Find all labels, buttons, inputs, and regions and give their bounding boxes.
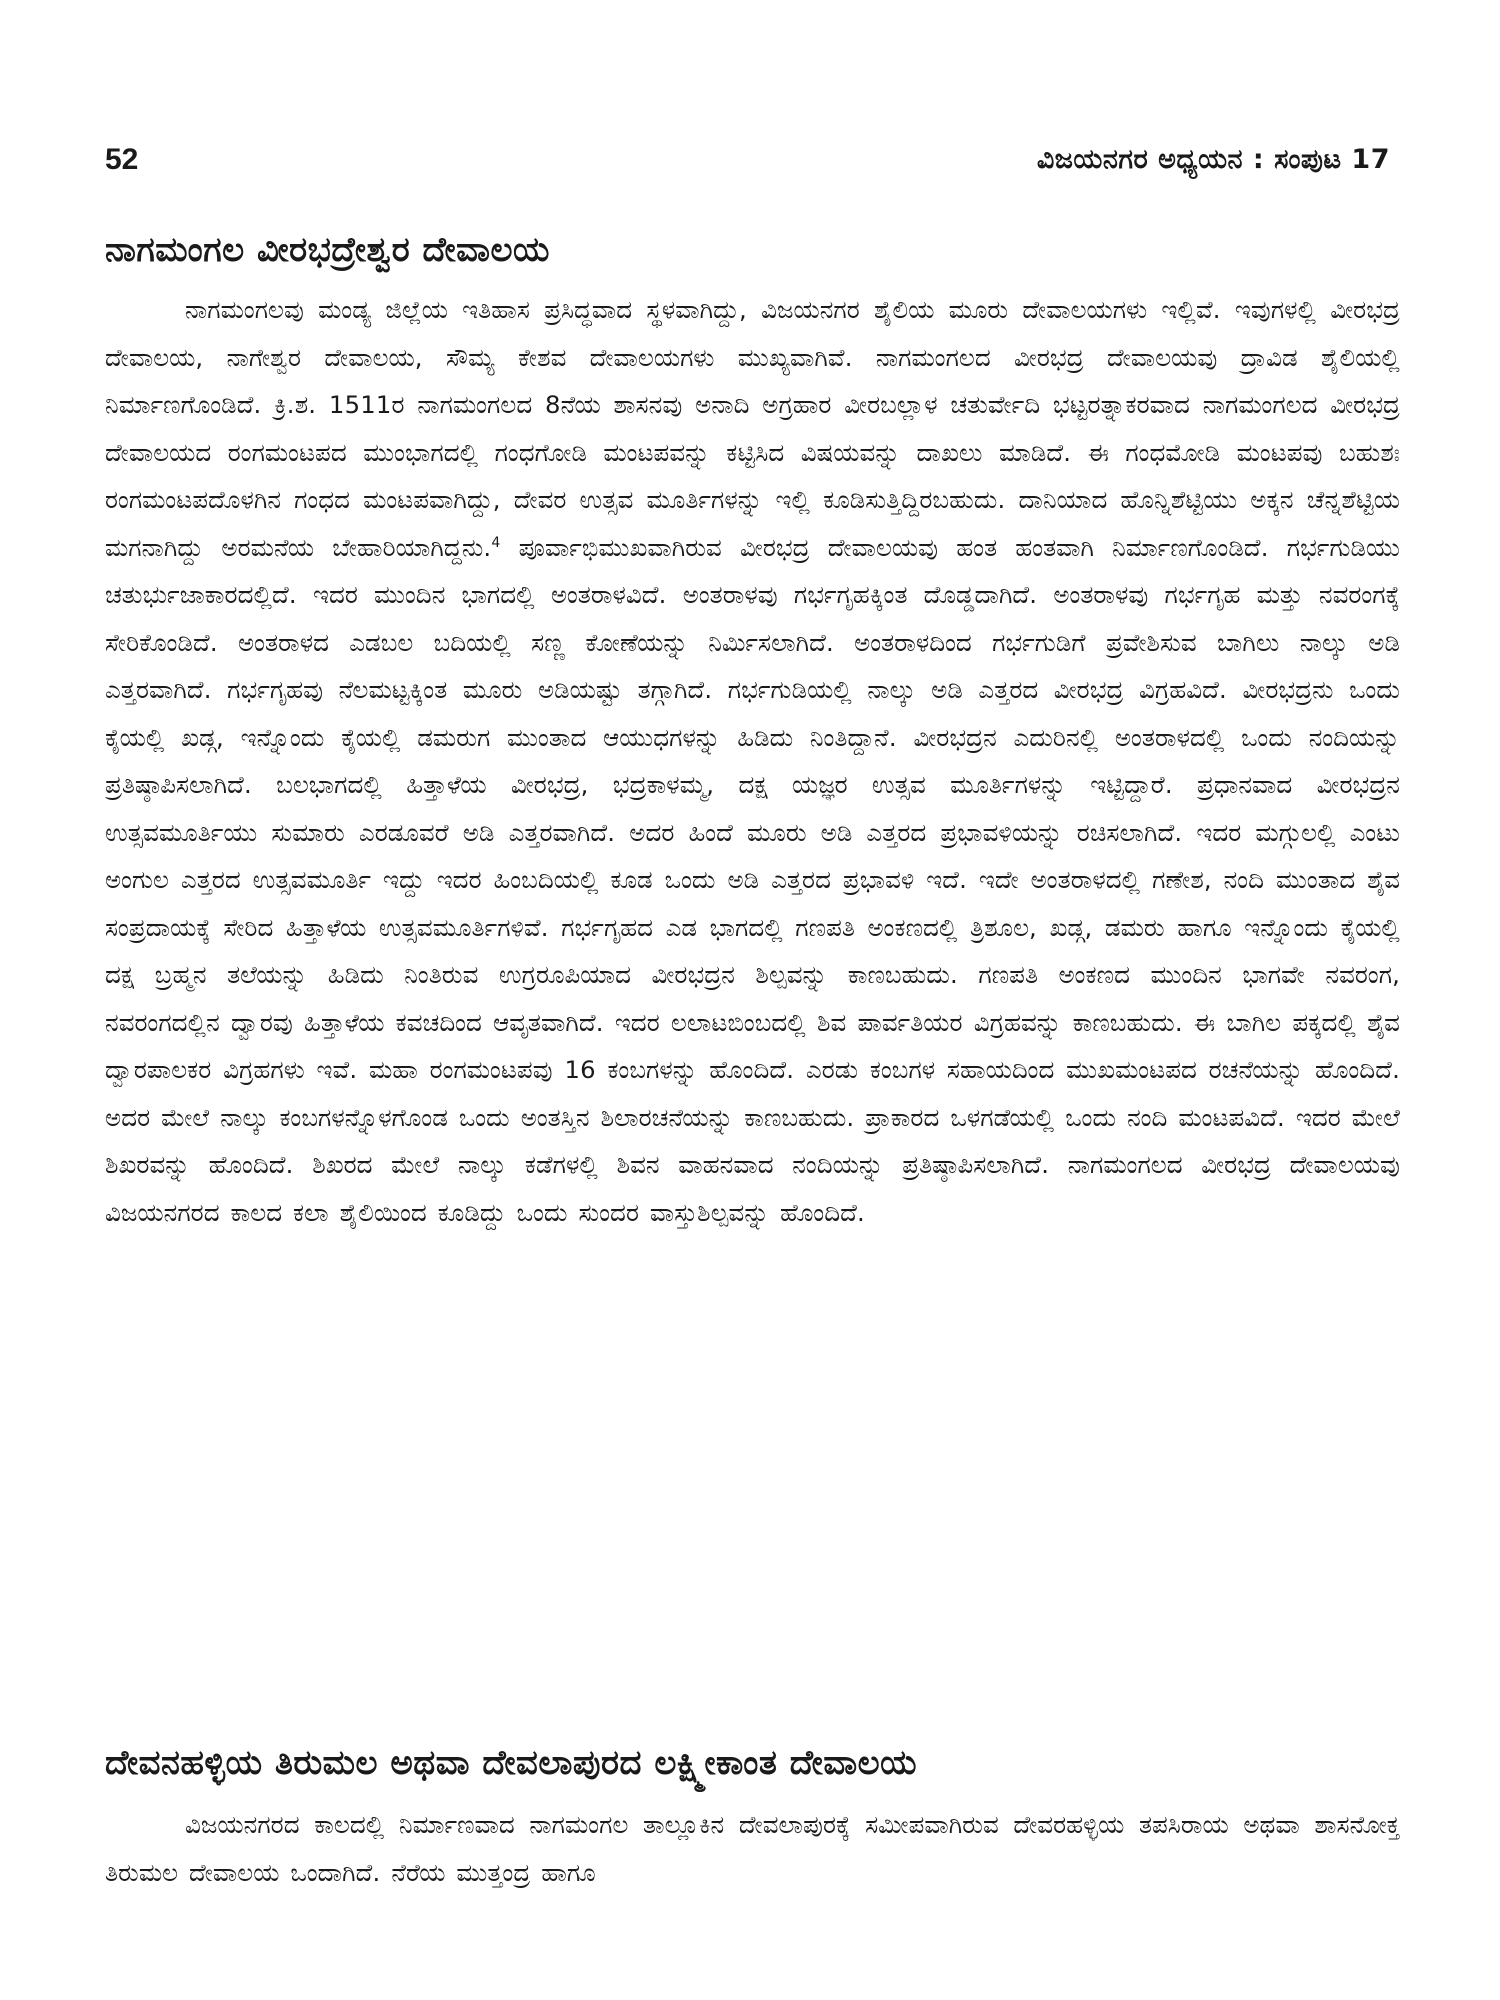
- section-heading: ನಾಗಮಂಗಲ ವೀರಭದ್ರೇಶ್ವರ ದೇವಾಲಯ: [105, 230, 550, 270]
- body-paragraph: [105, 286, 1400, 1236]
- journal-title: ವಿಜಯನಗರ ಅಧ್ಯಯನ : ಸಂಪುಟ 17: [1036, 144, 1390, 175]
- paragraph-text-part-2: ಪೂರ್ವಾಭಿಮುಖವಾಗಿರುವ ವೀರಭದ್ರ ದೇವಾಲಯವು ಹಂತ ಹಂತವಾಗಿ ನಿರ್ಮಾಣಗೊಂಡಿದೆ. ಗರ್ಭಗುಡಿಯು ಚತುರ್ಭುಜಾಕಾರದಲ್ಲಿದೆ. ಇದರ ಮುಂದಿನ ಭಾಗದಲ್ಲಿ ಅಂತರಾಳವಿದೆ. ಅಂತರಾಳವು ಗರ್ಭಗೃಹಕ್ಕಿಂತ ದೊಡ್ಡದಾಗಿದೆ. ಅಂತರಾಳವು ಗರ್ಭಗೃಹ ಮತ್ತು ನವರಂಗಕ್ಕೆ ಸೇರಿಕೊಂಡಿದೆ. ಅಂತರಾಳದ ಎಡಬಲ ಬದಿಯಲ್ಲಿ ಸಣ್ಣ ಕೋಣೆಯನ್ನು ನಿರ್ಮಿಸಲಾಗಿದೆ. ಅಂತರಾಳದಿಂದ ಗರ್ಭಗುಡಿಗೆ ಪ್ರವೇಶಿಸುವ ಬಾಗಿಲು ನಾಲ್ಕು ಅಡಿ ಎತ್ತರವಾಗಿದೆ. ಗರ್ಭಗೃಹವು ನೆಲಮಟ್ಟಕ್ಕಿಂತ ಮೂರು ಅಡಿಯಷ್ಟು ತಗ್ಗಾಗಿದೆ. ಗರ್ಭಗುಡಿಯಲ್ಲಿ ನಾಲ್ಕು ಅಡಿ ಎತ್ತರದ ವೀರಭದ್ರ ವಿಗ್ರಹವಿದೆ. ವೀರಭದ್ರನು ಒಂದು ಕೈಯಲ್ಲಿ ಖಡ್ಗ, ಇನ್ನೊಂದು ಕೈಯಲ್ಲಿ ಡಮರುಗ ಮುಂತಾದ ಆಯುಧಗಳನ್ನು ಹಿಡಿದು ನಿಂತಿದ್ದಾನೆ. ವೀರಭದ್ರನ ಎದುರಿನಲ್ಲಿ ಅಂತರಾಳದಲ್ಲಿ ಒಂದು ನಂದಿಯನ್ನು ಪ್ರತಿಷ್ಠಾಪಿಸಲಾಗಿದೆ. ಬಲಭಾಗದಲ್ಲಿ ಹಿತ್ತಾಳೆಯ ವೀರಭದ್ರ, ಭದ್ರಕಾಳಮ್ಮ, ದಕ್ಷ ಯಜ್ಞರ ಉತ್ಸವ ಮೂರ್ತಿಗಳನ್ನು ಇಟ್ಟಿದ್ದಾರೆ. ಪ್ರಧಾನವಾದ ವೀರಭದ್ರನ ಉತ್ಸವಮೂರ್ತಿಯು ಸುಮಾರು ಎರಡೂವರೆ ಅಡಿ ಎತ್ತರವಾಗಿದೆ. ಅದರ ಹಿಂದೆ ಮೂರು ಅಡಿ ಎತ್ತರದ ಪ್ರಭಾವಳಿಯನ್ನು ರಚಿಸಲಾಗಿದೆ. ಇದರ ಮಗ್ಗುಲಲ್ಲಿ ಎಂಟು ಅಂಗುಲ ಎತ್ತರದ ಉತ್ಸವಮೂರ್ತಿ ಇದ್ದು ಇದರ ಹಿಂಬದಿಯಲ್ಲಿ ಕೂಡ ಒಂದು ಅಡಿ ಎತ್ತರದ ಪ್ರಭಾವಳಿ ಇದೆ. ಇದೇ ಅಂತರಾಳದಲ್ಲಿ ಗಣೇಶ, ನಂದಿ ಮುಂತಾದ ಶೈವ ಸಂಪ್ರದಾಯಕ್ಕೆ ಸೇರಿದ ಹಿತ್ತಾಳೆಯ ಉತ್ಸವಮೂರ್ತಿಗಳಿವೆ. ಗರ್ಭಗೃಹದ ಎಡ ಭಾಗದಲ್ಲಿ ಗಣಪತಿ ಅಂಕಣದಲ್ಲಿ ತ್ರಿಶೂಲ, ಖಡ್ಗ, ಡಮರು ಹಾಗೂ ಇನ್ನೊಂದು ಕೈಯಲ್ಲಿ ದಕ್ಷ ಬ್ರಹ್ಮನ ತಲೆಯನ್ನು ಹಿಡಿದು ನಿಂತಿರುವ ಉಗ್ರರೂಪಿಯಾದ ವೀರಭದ್ರನ ಶಿಲ್ಪವನ್ನು ಕಾಣಬಹುದು. ಗಣಪತಿ ಅಂಕಣದ ಮುಂದಿನ ಭಾಗವೇ ನವರಂಗ, ನವರಂಗದಲ್ಲಿನ ದ್ವಾರವು ಹಿತ್ತಾಳೆಯ ಕವಚದಿಂದ ಆವೃತವಾಗಿದೆ. ಇದರ ಲಲಾಟಬಿಂಬದಲ್ಲಿ ಶಿವ ಪಾರ್ವತಿಯರ ವಿಗ್ರಹವನ್ನು ಕಾಣಬಹುದು. ಈ ಬಾಗಿಲ ಪಕ್ಕದಲ್ಲಿ ಶೈವ ದ್ವಾರಪಾಲಕರ ವಿಗ್ರಹಗಳು ಇವೆ. ಮಹಾ ರಂಗಮಂಟಪವು 16 ಕಂಬಗಳನ್ನು ಹೊಂದಿದೆ. ಎರಡು ಕಂಬಗಳ ಸಹಾಯದಿಂದ ಮುಖಮಂಟಪದ ರಚನೆಯನ್ನು ಹೊಂದಿದೆ. ಅದರ ಮೇಲೆ ನಾಲ್ಕು ಕಂಬಗಳನ್ನೊಳಗೊಂಡ ಒಂದು ಅಂತಸ್ತಿನ ಶಿಲಾರಚನೆಯನ್ನು ಕಾಣಬಹುದು. ಪ್ರಾಕಾರದ ಒಳಗಡೆಯಲ್ಲಿ ಒಂದು ನಂದಿ ಮಂಟಪವಿದೆ. ಇದರ ಮೇಲೆ ಶಿಖರವನ್ನು ಹೊಂದಿದೆ. ಶಿಖರದ ಮೇಲೆ ನಾಲ್ಕು ಕಡೆಗಳಲ್ಲಿ ಶಿವನ ವಾಹನವಾದ ನಂದಿಯನ್ನು ಪ್ರತಿಷ್ಠಾಪಿಸಲಾಗಿದೆ. ನಾಗಮಂಗಲದ ವೀರಭದ್ರ ದೇವಾಲಯವು ವಿಜಯನಗರದ ಕಾಲದ ಕಲಾ ಶೈಲಿಯಿಂದ ಕೂಡಿದ್ದು ಒಂದು ಸುಂದರ ವಾಸ್ತುಶಿಲ್ಪವನ್ನು ಹೊಂದಿದೆ.: [105, 532, 1400, 1227]
- body-paragraph: ವಿಜಯನಗರದ ಕಾಲದಲ್ಲಿ ನಿರ್ಮಾಣವಾದ ನಾಗಮಂಗಲ ತಾಲ್ಲೂಕಿನ ದೇವಲಾಪುರಕ್ಕೆ ಸಮೀಪವಾಗಿರುವ ದೇವರಹಳ್ಳಿಯ ತಪಸಿರಾಯ ಅಥವಾ ಶಾಸನೋಕ್ತ ತಿರುಮಲ ದೇವಾಲಯ ಒಂದಾಗಿದೆ. ನೆರೆಯ ಮುತ್ತಂದ್ರ ಹಾಗೂ: [105, 1810, 1400, 1887]
- paragraph-text-part-1: ನಾಗಮಂಗಲವು ಮಂಡ್ಯ ಜಿಲ್ಲೆಯ ಇತಿಹಾಸ ಪ್ರಸಿದ್ಧವಾದ ಸ್ಥಳವಾಗಿದ್ದು, ವಿಜಯನಗರ ಶೈಲಿಯ ಮೂರು ದೇವಾಲಯಗಳು ಇಲ್ಲಿವೆ. ಇವುಗಳಲ್ಲಿ ವೀರಭದ್ರ ದೇವಾಲಯ, ನಾಗೇಶ್ವರ ದೇವಾಲಯ, ಸೌಮ್ಯ ಕೇಶವ ದೇವಾಲಯಗಳು ಮುಖ್ಯವಾಗಿವೆ. ನಾಗಮಂಗಲದ ವೀರಭದ್ರ ದೇವಾಲಯವು ದ್ರಾವಿಡ ಶೈಲಿಯಲ್ಲಿ ನಿರ್ಮಾಣಗೊಂಡಿದೆ. ಕ್ರಿ.ಶ. 1511ರ ನಾಗಮಂಗಲದ 8ನೆಯ ಶಾಸನವು ಅನಾದಿ ಅಗ್ರಹಾರ ವೀರಬಲ್ಲಾಳ ಚತುರ್ವೇದಿ ಭಟ್ಟರತ್ನಾಕರವಾದ ನಾಗಮಂಗಲದ ವೀರಭದ್ರ ದೇವಾಲಯದ ರಂಗಮಂಟಪದ ಮುಂಭಾಗದಲ್ಲಿ ಗಂಧಗೋಡಿ ಮಂಟಪವನ್ನು ಕಟ್ಟಿಸಿದ ವಿಷಯವನ್ನು ದಾಖಲು ಮಾಡಿದೆ. ಈ ಗಂಧಮೋಡಿ ಮಂಟಪವು ಬಹುಶಃ ರಂಗಮಂಟಪದೊಳಗಿನ ಗಂಧದ ಮಂಟಪವಾಗಿದ್ದು, ದೇವರ ಉತ್ಸವ ಮೂರ್ತಿಗಳನ್ನು ಇಲ್ಲಿ ಕೂಡಿಸುತ್ತಿದ್ದಿರಬಹುದು. ದಾನಿಯಾದ ಹೊನ್ನಿಶೆಟ್ಟಿಯು ಅಕ್ಕನ ಚೆನ್ನಶೆಟ್ಟಿಯ ಮಗನಾಗಿದ್ದು ಅರಮನೆಯ ಬೇಹಾರಿಯಾಗಿದ್ದನು.: [105, 295, 1400, 562]
- section-heading: ದೇವನಹಳ್ಳಿಯ ತಿರುಮಲ ಅಥವಾ ದೇವಲಾಪುರದ ಲಕ್ಷ್ಮೀಕಾಂತ ದೇವಾಲಯ: [105, 1743, 918, 1783]
- section-nagamangala-veerabhadreshwara: [105, 222, 1400, 1236]
- running-header: [105, 140, 1390, 180]
- section-devanahalli-tirumala: [105, 1735, 1400, 1896]
- footnote-marker: 4: [491, 534, 501, 551]
- page-number: 52: [105, 143, 139, 176]
